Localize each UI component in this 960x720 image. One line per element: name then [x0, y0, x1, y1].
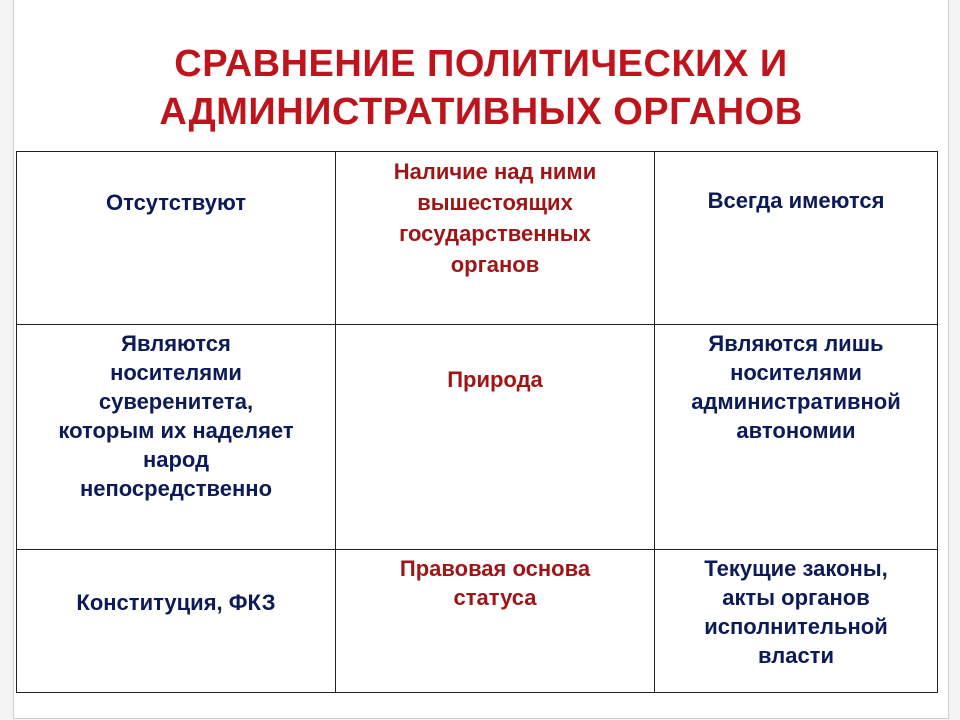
- criterion-cell: [336, 152, 655, 325]
- cell-line: носителями: [110, 360, 242, 385]
- cell-line: административной: [691, 389, 901, 414]
- comparison-table: [16, 151, 938, 693]
- cell-line: непосредственно: [79, 476, 273, 501]
- cell-line: автономии: [736, 418, 856, 443]
- cell-line: Наличие над ними: [393, 159, 597, 184]
- cell-line: статуса: [453, 585, 537, 610]
- cell-line: власти: [758, 643, 834, 668]
- political-cell: [17, 152, 336, 325]
- criterion-cell: [336, 550, 655, 693]
- slide: [13, 0, 949, 719]
- cell-text: Отсутствуют: [105, 190, 247, 215]
- cell-line: Являются лишь: [708, 331, 884, 356]
- table-row: [17, 325, 938, 550]
- title-line-1: СРАВНЕНИЕ ПОЛИТИЧЕСКИХ И: [174, 43, 788, 85]
- administrative-cell: [655, 152, 938, 325]
- cell-line: которым их наделяет: [58, 418, 294, 443]
- administrative-cell: [655, 550, 938, 693]
- cell-line: исполнительной: [704, 614, 888, 639]
- cell-line: государственных: [399, 221, 591, 246]
- cell-line: носителями: [730, 360, 862, 385]
- cell-line: Правовая основа: [399, 556, 591, 581]
- cell-text: Конституция, ФКЗ: [76, 590, 276, 615]
- cell-text: Всегда имеются: [707, 188, 885, 213]
- political-cell: [17, 550, 336, 693]
- cell-text: Природа: [447, 367, 543, 392]
- cell-line: вышестоящих: [417, 190, 573, 215]
- table-row: [17, 550, 938, 693]
- administrative-cell: [655, 325, 938, 550]
- cell-line: органов: [450, 252, 540, 277]
- political-cell: [17, 325, 336, 550]
- slide-title: [14, 40, 948, 136]
- cell-line: акты органов: [722, 585, 870, 610]
- cell-line: Являются: [121, 331, 231, 356]
- cell-line: народ: [142, 447, 210, 472]
- cell-line: Текущие законы,: [704, 556, 888, 581]
- table-row: [17, 152, 938, 325]
- title-line-2: АДМИНИСТРАТИВНЫХ ОРГАНОВ: [159, 91, 803, 133]
- criterion-cell: [336, 325, 655, 550]
- cell-line: суверенитета,: [98, 389, 254, 414]
